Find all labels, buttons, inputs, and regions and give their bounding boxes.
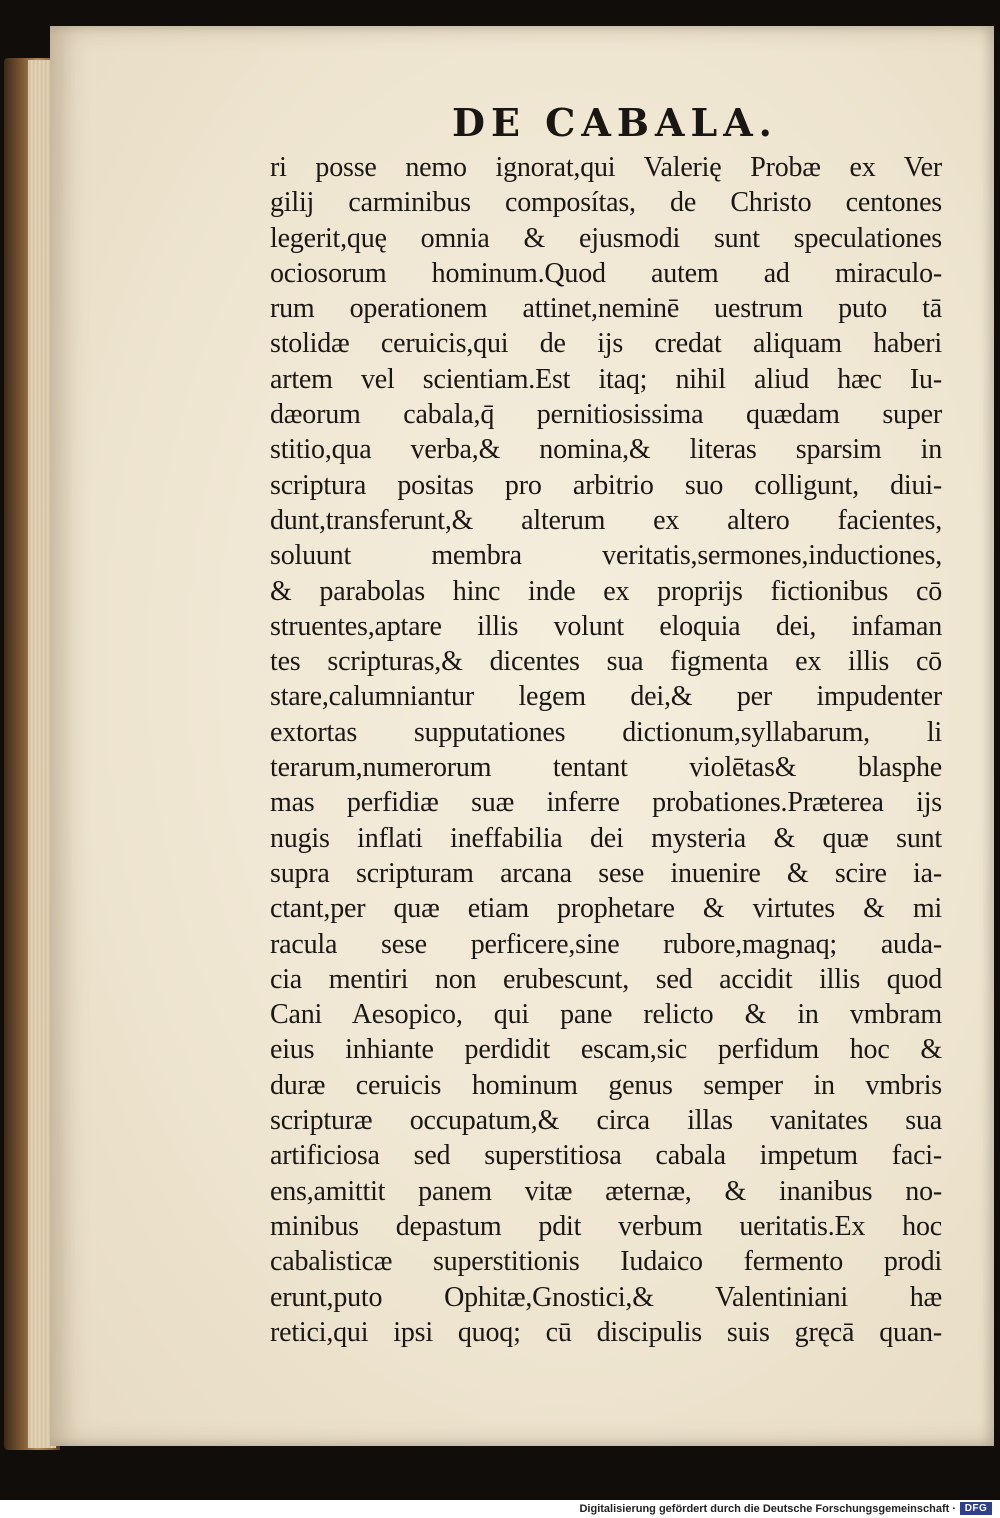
text-line: stolidæ ceruicis,qui de ijs credat aliquam haberi — [270, 328, 942, 360]
text-line: Cani Aesopico, qui pane relicto & in vmbram — [270, 999, 942, 1031]
text-line: ri posse nemo ignorat,qui Valerię Probæ ex Ver — [270, 152, 942, 183]
text-line: dunt,transferunt,& alterum ex altero facientes, — [270, 504, 942, 536]
text-line: retici,qui ipsi quoq; cū discipulis suis gręcā quan- — [270, 1316, 942, 1348]
text-line: erunt,puto Ophitæ,Gnostici,& Valentiniani hæ — [270, 1281, 942, 1313]
text-line: cia mentiri non erubescunt, sed accidit illis quod — [270, 963, 942, 995]
text-line: & parabolas hinc inde ex proprijs fictionibus cō — [270, 575, 942, 607]
text-line: eius inhiante perdidit escam,sic perfidum hoc & — [270, 1034, 942, 1066]
text-line: mas perfidiæ suæ inferre probationes.Præterea ijs — [270, 787, 942, 819]
text-line: tes scripturas,& dicentes sua figmenta ex illis cō — [270, 646, 942, 678]
text-line: ctant,per quæ etiam prophetare & virtutes & mi — [270, 893, 942, 925]
text-line: artem vel scientiam.Est itaq; nihil aliud hæc Iu- — [270, 363, 942, 395]
text-line: gilij carminibus composítas, de Christo centones — [270, 187, 942, 219]
text-line: rum operationem attinet,neminē uestrum puto tā — [270, 293, 942, 325]
text-line: dæorum cabala,q̄ pernitiosissima quædam super — [270, 399, 942, 431]
text-line: nugis inflati ineffabilia dei mysteria & quæ sunt — [270, 822, 942, 854]
text-line: duræ ceruicis hominum genus semper in vmbris — [270, 1069, 942, 1101]
text-line: ociosorum hominum.Quod autem ad miraculo- — [270, 257, 942, 289]
text-line: soluunt membra veritatis,sermones,inductiones, — [270, 540, 942, 572]
text-line: stare,calumniantur legem dei,& per impudenter — [270, 681, 942, 713]
dfg-logo: DFG — [960, 1502, 992, 1515]
text-line: scriptura positas pro arbitrio suo colligunt, diui- — [270, 469, 942, 501]
funding-credit: Digitalisierung gefördert durch die Deutsche Forschungsgemeinschaft · — [579, 1503, 956, 1515]
text-line: struentes,aptare illis volunt eloquia dei, infaman — [270, 610, 942, 642]
text-line: racula sese perficere,sine rubore,magnaq; auda- — [270, 928, 942, 960]
text-line: cabalisticæ superstitionis Iudaico fermento prodi — [270, 1246, 942, 1278]
text-line: ens,amittit panem vitæ æternæ, & inanibus no- — [270, 1175, 942, 1207]
text-line: minibus depastum pdit verbum ueritatis.Ex hoc — [270, 1210, 942, 1242]
text-line: scripturæ occupatum,& circa illas vanitates sua — [270, 1105, 942, 1137]
running-head: DE CABALA. — [452, 100, 778, 145]
text-block — [270, 150, 942, 1350]
text-line: legerit,quę omnia & ejusmodi sunt speculationes — [270, 222, 942, 254]
text-line: artificiosa sed superstitiosa cabala impetum faci- — [270, 1140, 942, 1172]
text-line: supra scripturam arcana sese inuenire & scire ia- — [270, 857, 942, 889]
text-line: terarum,numerorum tentant violētas& blasphe — [270, 752, 942, 784]
text-line: stitio,qua verba,& nomina,& literas sparsim in — [270, 434, 942, 466]
text-line: extortas supputationes dictionum,syllabarum, li — [270, 716, 942, 748]
